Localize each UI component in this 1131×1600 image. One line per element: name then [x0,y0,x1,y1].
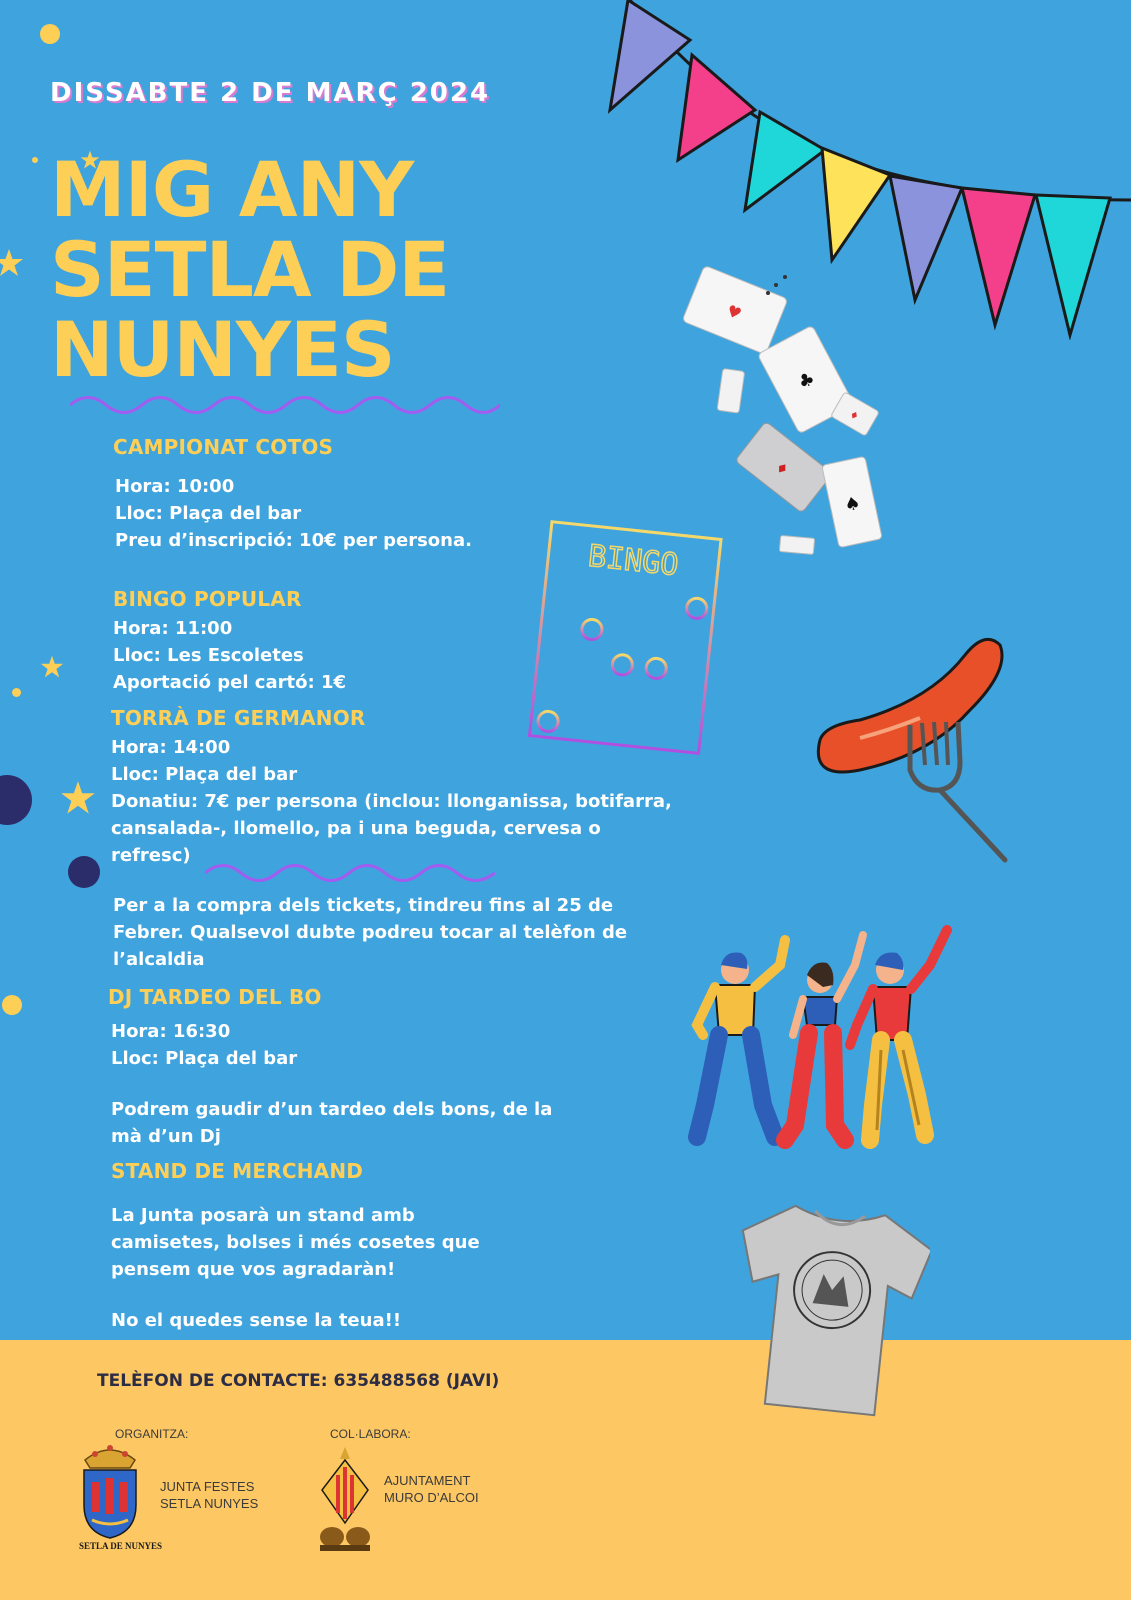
torra-time: Hora: 14:00 [111,737,231,758]
merch-description: camisetes, bolses i més cosetes que [111,1232,480,1253]
decor-dot [68,856,100,888]
organitza-label: ORGANITZA: [115,1427,189,1441]
dj-place: Lloc: Plaça del bar [111,1048,298,1069]
svg-text:♦: ♦ [771,459,792,480]
setla-crest-icon [70,1440,150,1540]
organitza-name [160,1478,258,1512]
event-date: DISSABTE 2 DE MARÇ 2024 [50,78,491,108]
bingo-place: Lloc: Les Escoletes [113,645,304,666]
torra-donation: Donatiu: 7€ per persona (inclou: llonganissa, botifarra, [111,791,672,812]
decor-dot [32,157,38,163]
dj-description: Podrem gaudir d’un tardeo dels bons, de la [111,1099,553,1120]
bingo-card-label: BINGO [586,538,681,584]
cotos-price: Preu d’inscripció: 10€ per persona. [115,530,472,551]
organitza-name-line: JUNTA FESTES [160,1479,255,1494]
svg-text:♣: ♣ [794,367,819,394]
tshirt-illustration [730,1195,930,1425]
organitza-name-line: SETLA NUNYES [160,1496,259,1511]
dj-time: Hora: 16:30 [111,1021,231,1042]
merch-cta: No el quedes sense la teua!! [111,1310,402,1331]
title-line: NUNYES [50,305,395,394]
star-icon [0,248,24,278]
merch-description: La Junta posarà un stand amb [111,1205,415,1226]
tickets-note: Febrer. Qualsevol dubte podreu tocar al telèfon de [113,922,628,943]
collabora-name-line: MURO D’ALCOI [384,1490,479,1505]
cotos-time: Hora: 10:00 [115,476,235,497]
section-heading-torra: TORRÀ DE GERMANOR [111,706,366,730]
bingo-time: Hora: 11:00 [113,618,233,639]
section-heading-cotos: CAMPIONAT COTOS [113,435,334,459]
section-heading-merch: STAND DE MERCHAND [111,1159,364,1183]
title-line: SETLA DE [50,225,450,314]
decor-dot [2,995,22,1015]
dj-description: mà d’un Dj [111,1126,221,1147]
svg-text:♥: ♥ [723,300,745,324]
title-line: MIG ANY [50,145,414,234]
tickets-note: l’alcaldia [113,949,205,970]
dancers-illustration [685,925,965,1155]
bingo-price: Aportació pel cartó: 1€ [113,672,346,693]
svg-text:♦: ♦ [847,409,861,424]
section-heading-dj: DJ TARDEO DEL BO [108,985,322,1009]
sausage-fork-illustration [800,630,1030,870]
decor-dot [40,24,60,44]
cotos-place: Lloc: Plaça del bar [115,503,302,524]
collabora-label: COL·LABORA: [330,1427,411,1441]
crest-caption: SETLA DE NUNYES [79,1541,163,1551]
page-title [50,145,450,394]
star-icon [40,655,64,679]
star-icon [60,780,96,816]
tickets-note: Per a la compra dels tickets, tindreu fins al 25 de [113,895,614,916]
collabora-name-line: AJUNTAMENT [384,1473,471,1488]
muro-crest-icon [310,1445,380,1555]
decor-dot [12,688,21,697]
merch-description: pensem que vos agradaràn! [111,1259,396,1280]
bingo-card-illustration [525,520,725,760]
torra-donation: cansalada-, llomello, pa i una beguda, cervesa o [111,818,601,839]
torra-donation: refresc) [111,845,191,866]
decor-dot [0,775,32,825]
wavy-divider [70,390,500,420]
collabora-name [384,1472,479,1506]
section-heading-bingo: BINGO POPULAR [113,587,302,611]
torra-place: Lloc: Plaça del bar [111,764,298,785]
svg-text:♠: ♠ [842,492,863,517]
wavy-divider [205,858,495,888]
contact-phone: TELÈFON DE CONTACTE: 635488568 (JAVI) [97,1371,500,1391]
